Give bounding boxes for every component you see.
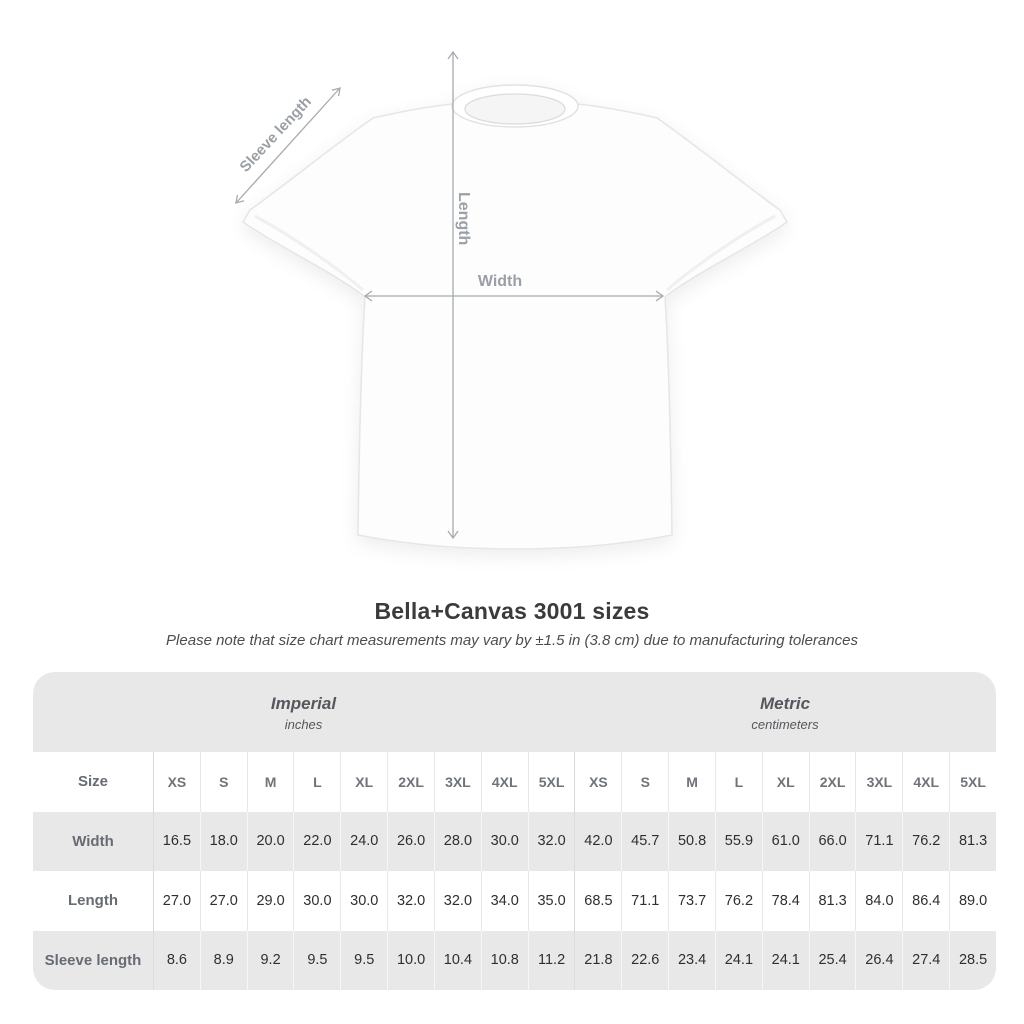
value-cell-imperial: 9.2: [247, 931, 294, 991]
value-cell-metric: 28.5: [949, 931, 996, 991]
value-cell-metric: 71.1: [621, 871, 668, 931]
value-cell-imperial: 34.0: [481, 871, 528, 931]
value-cell-imperial: 9.5: [293, 931, 340, 991]
size-header-imperial-xs: XS: [153, 752, 200, 812]
size-header-metric-3xl: 3XL: [855, 752, 902, 812]
table-row: [33, 812, 996, 872]
collar-inner: [465, 94, 565, 124]
value-cell-metric: 71.1: [855, 812, 902, 872]
sleeve-length-label: Sleeve length: [236, 93, 315, 176]
value-cell-imperial: 8.6: [153, 931, 200, 991]
value-cell-imperial: 28.0: [434, 812, 481, 872]
value-cell-metric: 45.7: [621, 812, 668, 872]
value-cell-imperial: 20.0: [247, 812, 294, 872]
value-cell-metric: 81.3: [949, 812, 996, 872]
value-cell-metric: 86.4: [902, 871, 949, 931]
value-cell-imperial: 24.0: [340, 812, 387, 872]
metric-label: Metric: [759, 694, 811, 713]
imperial-label: Imperial: [270, 694, 337, 713]
value-cell-imperial: 30.0: [481, 812, 528, 872]
value-cell-imperial: 10.8: [481, 931, 528, 991]
size-header-imperial-5xl: 5XL: [528, 752, 575, 812]
size-header-metric-xs: XS: [574, 752, 621, 812]
value-cell-imperial: 32.0: [434, 871, 481, 931]
value-cell-metric: 27.4: [902, 931, 949, 991]
value-cell-imperial: 9.5: [340, 931, 387, 991]
size-header-imperial-4xl: 4XL: [481, 752, 528, 812]
table-row: [33, 871, 996, 931]
metric-header: [574, 672, 996, 752]
value-cell-metric: 42.0: [574, 812, 621, 872]
value-cell-imperial: 18.0: [200, 812, 247, 872]
value-cell-metric: 21.8: [574, 931, 621, 991]
imperial-header: [33, 672, 574, 752]
size-table: [33, 672, 996, 990]
value-cell-imperial: 27.0: [153, 871, 200, 931]
size-header-imperial-xl: XL: [340, 752, 387, 812]
value-cell-metric: 73.7: [668, 871, 715, 931]
size-table-grid: [33, 752, 996, 990]
value-cell-imperial: 26.0: [387, 812, 434, 872]
value-cell-imperial: 27.0: [200, 871, 247, 931]
size-header-metric-4xl: 4XL: [902, 752, 949, 812]
value-cell-metric: 89.0: [949, 871, 996, 931]
value-cell-metric: 50.8: [668, 812, 715, 872]
metric-unit: centimeters: [751, 717, 819, 732]
value-cell-metric: 22.6: [621, 931, 668, 991]
value-cell-imperial: 22.0: [293, 812, 340, 872]
measurement-row-label: Length: [68, 892, 118, 910]
value-cell-metric: 25.4: [809, 931, 856, 991]
units-header-row: [33, 672, 996, 752]
value-cell-imperial: 10.4: [434, 931, 481, 991]
value-cell-metric: 24.1: [715, 931, 762, 991]
length-label: Length: [455, 192, 472, 246]
measurement-row-label: Width: [72, 832, 114, 850]
value-cell-metric: 78.4: [762, 871, 809, 931]
value-cell-metric: 76.2: [715, 871, 762, 931]
value-cell-metric: 76.2: [902, 812, 949, 872]
size-header-imperial-m: M: [247, 752, 294, 812]
width-label: Width: [477, 273, 523, 290]
value-cell-imperial: 30.0: [293, 871, 340, 931]
size-header-metric-m: M: [668, 752, 715, 812]
table-row: [33, 931, 996, 991]
value-cell-imperial: 32.0: [528, 812, 575, 872]
measurement-row-label: Sleeve length: [44, 951, 142, 969]
value-cell-metric: 84.0: [855, 871, 902, 931]
tshirt-graphic: [225, 40, 805, 575]
size-header-metric-2xl: 2XL: [809, 752, 856, 812]
value-cell-metric: 66.0: [809, 812, 856, 872]
size-header-metric-l: L: [715, 752, 762, 812]
value-cell-metric: 26.4: [855, 931, 902, 991]
value-cell-metric: 68.5: [574, 871, 621, 931]
value-cell-metric: 81.3: [809, 871, 856, 931]
value-cell-imperial: 10.0: [387, 931, 434, 991]
size-header-imperial-3xl: 3XL: [434, 752, 481, 812]
table-row: [33, 752, 996, 812]
imperial-unit: inches: [284, 717, 323, 732]
value-cell-metric: 24.1: [762, 931, 809, 991]
page-title: Bella+Canvas 3001 sizes: [374, 598, 650, 624]
tolerance-note: Please note that size chart measurements may vary by ±1.5 in (3.8 cm) due to manufacturing tolerances: [166, 632, 858, 649]
value-cell-imperial: 29.0: [247, 871, 294, 931]
value-cell-imperial: 35.0: [528, 871, 575, 931]
value-cell-imperial: 32.0: [387, 871, 434, 931]
size-header-metric-5xl: 5XL: [949, 752, 996, 812]
value-cell-metric: 23.4: [668, 931, 715, 991]
size-column-header: Size: [77, 773, 108, 791]
tshirt-measurement-diagram: [225, 40, 805, 575]
size-header-metric-s: S: [621, 752, 668, 812]
size-header-imperial-2xl: 2XL: [387, 752, 434, 812]
size-header-imperial-l: L: [293, 752, 340, 812]
size-header-metric-xl: XL: [762, 752, 809, 812]
value-cell-imperial: 30.0: [340, 871, 387, 931]
value-cell-imperial: 16.5: [153, 812, 200, 872]
value-cell-metric: 55.9: [715, 812, 762, 872]
tshirt-body: [243, 85, 787, 549]
size-header-imperial-s: S: [200, 752, 247, 812]
value-cell-metric: 61.0: [762, 812, 809, 872]
value-cell-imperial: 11.2: [528, 931, 575, 991]
value-cell-imperial: 8.9: [200, 931, 247, 991]
